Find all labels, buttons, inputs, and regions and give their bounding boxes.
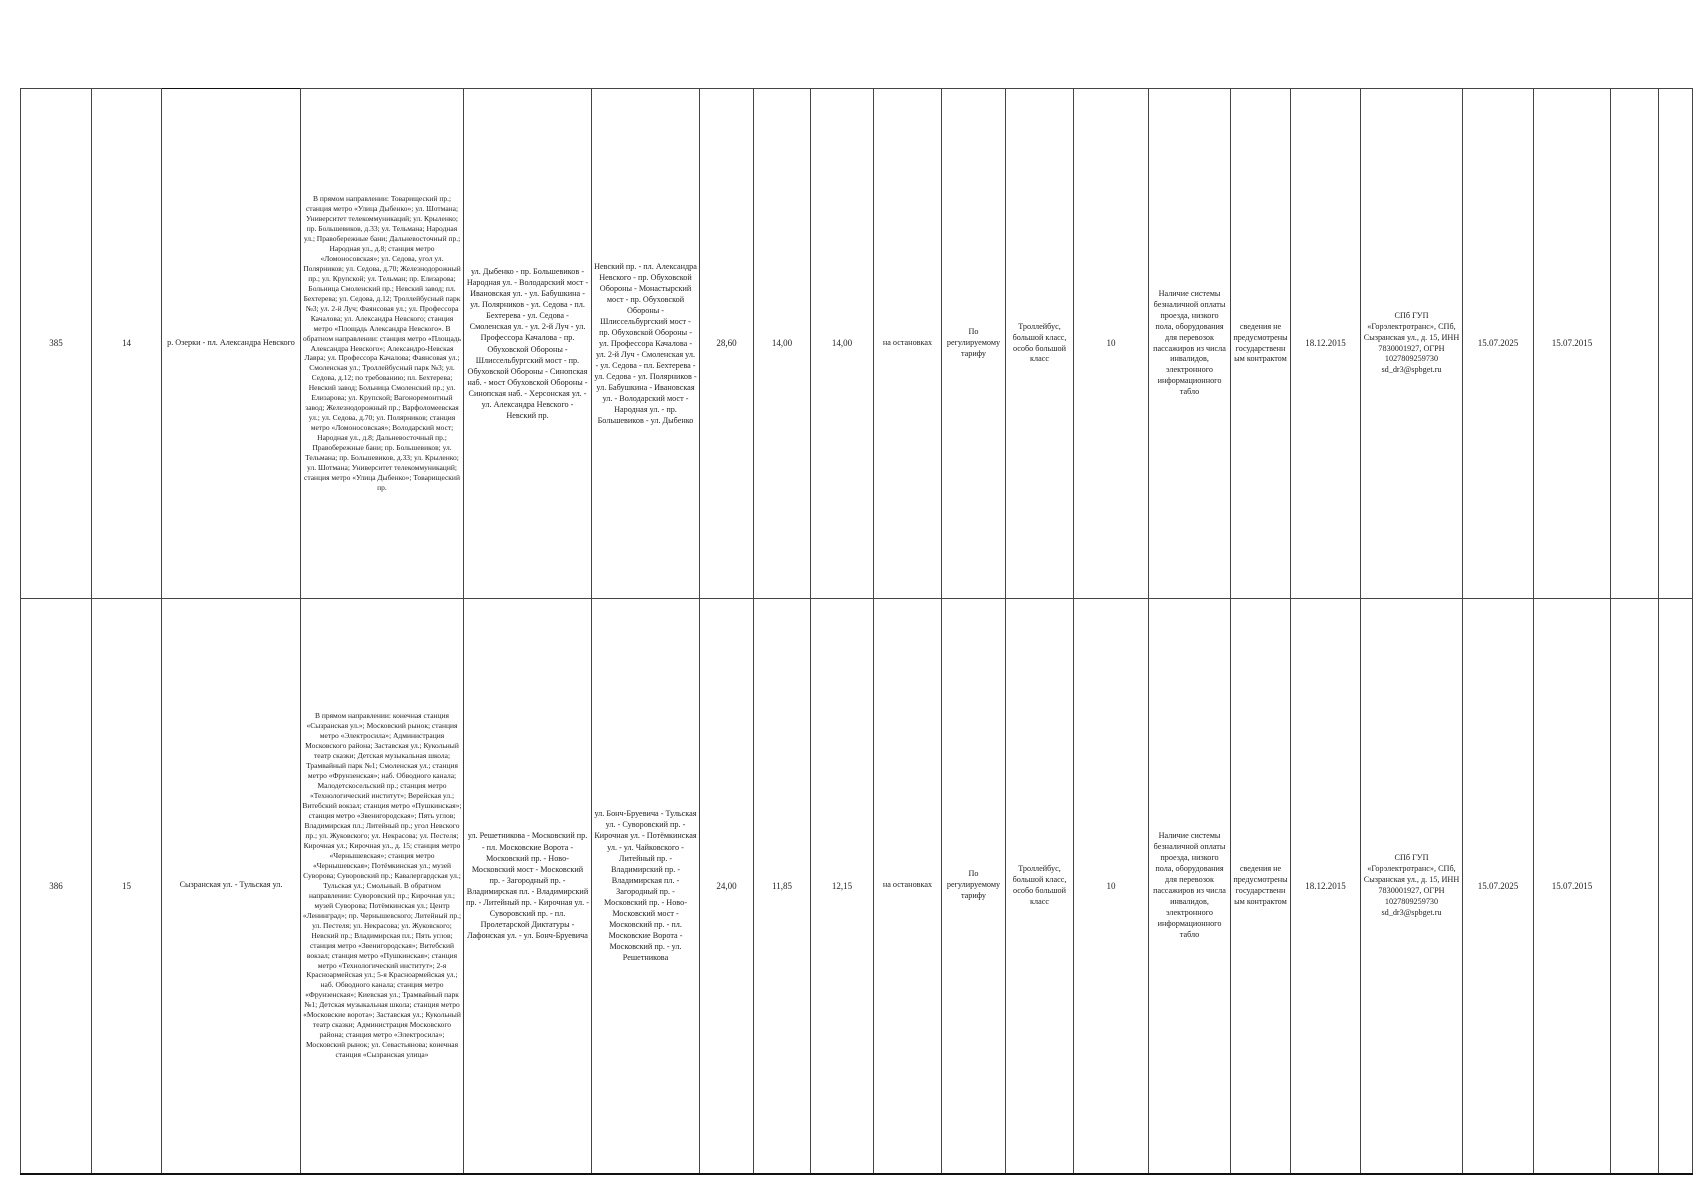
date-b: 15.07.2015 — [1534, 599, 1611, 1174]
start-date: 18.12.2015 — [1291, 89, 1361, 599]
streets-forward: ул. Дыбенко - пр. Большевиков - Народная ул. - Володарский мост - Ивановская ул. - ул. Бабушкина - ул. Полярников - ул. Седова - пл. Бехтерева - ул. Седова - Смоленская ул. - ул. 2-й Луч - ул. Профессора Качалова - пр. Обуховской Обороны - Шлиссельбургский мост - пр. Обуховской Обороны - Синопская наб. - мост Обуховской Обороны - Синопская наб. - Херсонская ул. - ул. Александра Невского - Невский пр. — [464, 89, 592, 599]
route-registry-table — [20, 88, 1693, 1175]
date-a: 15.07.2025 — [1463, 89, 1534, 599]
route-length-total: 24,00 — [700, 599, 754, 1174]
streets-backward: ул. Бонч-Бруевича - Тульская ул. - Суворовский пр. - Кирочная ул. - Потёмкинская ул. - ул. Чайковского - Литейный пр. - Владимирский пр. - Владимирская пл. - Загородный пр. - Московский пр. - Ново-Московский мост - Московский пр. - пл. Московские Ворота - Московский пр. - ул. Решетникова — [592, 599, 700, 1174]
extra-cell-2 — [1659, 89, 1693, 599]
contract-info: сведения не предусмотрены государственным контрактом — [1231, 599, 1291, 1174]
route-length-backward: 14,00 — [811, 89, 874, 599]
contract-info: сведения не предусмотрены государственным контрактом — [1231, 89, 1291, 599]
registry-sheet — [20, 88, 1692, 1175]
route-name: Сызранская ул. - Тульская ул. — [162, 599, 301, 1174]
vehicle-class: Троллейбус, большой класс, особо большой класс — [1006, 89, 1074, 599]
date-a: 15.07.2025 — [1463, 599, 1534, 1174]
stop-order: на остановках — [874, 599, 942, 1174]
tariff-type: По регулируемому тарифу — [942, 89, 1006, 599]
extra-cell-1 — [1611, 89, 1659, 599]
vehicle-equipment: Наличие системы безналичной оплаты проезда, низкого пола, оборудования для перевозок пассажиров из числа инвалидов, электронного информационного табло — [1149, 89, 1231, 599]
registration-number: 385 — [21, 89, 92, 599]
max-vehicles: 10 — [1074, 599, 1149, 1174]
route-number: 15 — [92, 599, 162, 1174]
vehicle-class: Троллейбус, большой класс, особо большой класс — [1006, 599, 1074, 1174]
extra-cell-2 — [1659, 599, 1693, 1174]
start-date: 18.12.2015 — [1291, 599, 1361, 1174]
carrier-info: СПб ГУП «Горэлектротранс», СПб, Сызранская ул., д. 15, ИНН 7830001927, ОГРН 1027809259730 sd_dr3@spbget.ru — [1361, 89, 1463, 599]
vehicle-equipment: Наличие системы безналичной оплаты проезда, низкого пола, оборудования для перевозок пассажиров из числа инвалидов, электронного информационного табло — [1149, 599, 1231, 1174]
extra-cell-1 — [1611, 599, 1659, 1174]
route-name: р. Озерки - пл. Александра Невского — [162, 89, 301, 599]
table-row — [21, 89, 1693, 599]
table-row — [21, 599, 1693, 1174]
route-length-forward: 11,85 — [754, 599, 811, 1174]
carrier-info: СПб ГУП «Горэлектротранс», СПб, Сызранская ул., д. 15, ИНН 7830001927, ОГРН 1027809259730 sd_dr3@spbget.ru — [1361, 599, 1463, 1174]
streets-forward: ул. Решетникова - Московский пр. - пл. Московские Ворота - Московский пр. - Ново-Московский мост - Московский пр. - Загородный пр. - Владимирская пл. - Владимирский пр. - Литейный пр. - Кирочная ул. - Суворовский пр. - пл. Пролетарской Диктатуры - Лафонская ул. - ул. Бонч-Бруевича — [464, 599, 592, 1174]
streets-backward: Невский пр. - пл. Александра Невского - пр. Обуховской Обороны - Монастырский мост - пр. Обуховской Обороны - Шлиссельбургский мост - пр. Обуховской Обороны - ул. Профессора Качалова - ул. 2-й Луч - Смоленская ул. - ул. Седова - пл. Бехтерева - ул. Седова - ул. Полярников - ул. Бабушкина - Ивановская ул. - Володарский мост - Народная ул. - пр. Большевиков - ул. Дыбенко — [592, 89, 700, 599]
route-number: 14 — [92, 89, 162, 599]
route-length-backward: 12,15 — [811, 599, 874, 1174]
date-b: 15.07.2015 — [1534, 89, 1611, 599]
stops-list: В прямом направлении: Товарищеский пр.; станция метро «Улица Дыбенко»; ул. Шотмана; Университет телекоммуникаций; ул. Крыленко; пр. Большевиков, д.33; ул. Тельмана; Народная ул.; Правобережные бани; Дальневосточный пр.; Народная ул., д.8; станция метро «Ломоносовская»; ул. Седова, угол ул. Полярников; ул. Седова, д.70; Железнодорожный пр.; ул. Крупской; ул. Тельман; пр. Елизарова; Больница Смоленский пр.; Невский завод; пл. Бехтерева; ул. Седова, д.12; Троллейбусный парк №3; ул. 2-й Луч; Фаянсовая ул.; ул. Профессора Качалова; ул. Александра Невского; станция метро «Площадь Александра Невского». В обратном направлении: станция метро «Площадь Александра Невского»; Александро-Невская Лавра; ул. Профессора Качалова; Фаянсовая ул.; Смоленская ул.; Троллейбусный парк №3; ул. Седова, д.12; по требованию; пл. Бехтерева; Невский завод; Больница Смоленский пр.; ул. Елизарова; ул. Крупской; Вагоноремонтный завод; Железнодорожный пр.; Варфоломеевская ул.; ул. Седова, д.70; ул. Полярников; станция метро «Ломоносовская»; Володарский мост; Народная ул., д.8; Дальневосточный пр.; Правобережные бани; пр. Большевиков; ул. Тельмана; пр. Большевиков, д.33; ул. Крыленко; ул. Шотмана; Университет телекоммуникаций; станция метро «Улица Дыбенко»; Товарищеский пр. — [301, 89, 464, 599]
stop-order: на остановках — [874, 89, 942, 599]
registration-number: 386 — [21, 599, 92, 1174]
max-vehicles: 10 — [1074, 89, 1149, 599]
stops-list: В прямом направлении: конечная станция «Сызранская ул.»; Московский рынок; станция метро «Электросила»; Администрация Московского района; Заставская ул.; Кукольный театр сказки; Детская музыкальная школа; Трамвайный парк №1; Смоленская ул.; станция метро «Фрунзенская»; наб. Обводного канала; Малодетскосельский пр.; станция метро «Технологический институт»; Верейская ул.; Витебский вокзал; станция метро «Пушкинская»; станция метро «Звенигородская»; Пять углов; Владимирская пл.; Литейный пр.; угол Невского пр.; ул. Жуковского; ул. Некрасова; ул. Пестеля; Кирочная ул.; Кирочная ул., д. 15; станция метро «Чернышевская»; станция метро «Чернышевская»; Потёмкинская ул.; музей Суворова; Суворовский пр.; Кавалергардская ул.; Тульская ул.; Смольный. В обратном направлении: Суворовский пр.; Кирочная ул.; музей Суворова; Потёмкинская ул.; Центр «Ленинград»; пр. Чернышевского; Литейный пр.; ул. Пестеля; ул. Некрасова; ул. Жуковского; Невский пр.; Владимирская пл.; Пять углов; станция метро «Звенигородская»; Витебский вокзал; станция метро «Пушкинская»; станция метро «Технологический институт»; 2-я Красноармейская ул.; 5-я Красноармейская ул.; наб. Обводного канала; станция метро «Фрунзенская»; Киевская ул.; Трамвайный парк №1; Детская музыкальная школа; станция метро «Московские ворота»; Заставская ул.; Кукольный театр сказки; Администрация Московского района; станция метро «Электросила»; Московский рынок; ул. Севастьянова; конечная станция «Сызранская улица» — [301, 599, 464, 1174]
route-length-total: 28,60 — [700, 89, 754, 599]
tariff-type: По регулируемому тарифу — [942, 599, 1006, 1174]
route-length-forward: 14,00 — [754, 89, 811, 599]
